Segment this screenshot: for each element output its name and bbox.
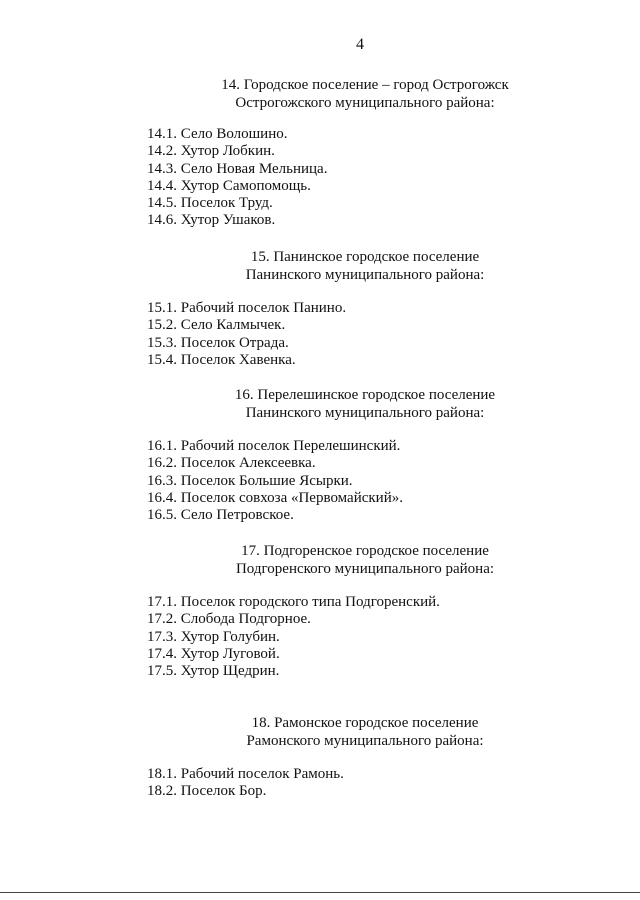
list-item: 17.5. Хутор Щедрин. [147, 663, 280, 680]
settlement-list [147, 300, 346, 369]
list-item: 14.3. Село Новая Мельница. [147, 160, 328, 177]
section-heading-line: Острогожского муниципального района: [235, 95, 495, 111]
list-item: 15.2. Село Калмычек. [147, 317, 286, 334]
settlement-list [147, 594, 440, 680]
section-heading [0, 248, 640, 284]
list-item: 17.3. Хутор Голубин. [147, 628, 280, 645]
list-item: 16.4. Поселок совхоза «Первомайский». [147, 489, 403, 506]
list-item: 14.2. Хутор Лобкин. [147, 143, 275, 160]
list-item: 18.2. Поселок Бор. [147, 783, 267, 800]
list-item: 15.4. Поселок Хавенка. [147, 351, 296, 368]
list-item: 15.3. Поселок Отрада. [147, 334, 289, 351]
section-heading-line: Панинского муниципального района: [245, 405, 485, 421]
list-item: 14.4. Хутор Самопомощь. [147, 177, 311, 194]
scan-edge-line [0, 892, 640, 893]
section-heading-line: Панинского муниципального района: [245, 267, 485, 283]
section-15 [0, 248, 640, 284]
section-heading-line: Подгоренского муниципального района: [235, 561, 495, 577]
section-14 [0, 76, 640, 112]
settlement-list [147, 766, 344, 801]
settlement-list [147, 126, 327, 230]
section-heading-line: 15. Панинское городское поселение [250, 249, 480, 265]
section-heading [0, 714, 640, 750]
section-heading [0, 76, 640, 112]
list-item: 14.5. Поселок Труд. [147, 195, 273, 212]
section-heading-line: 18. Рамонское городское поселение [251, 715, 479, 731]
list-item: 18.1. Рабочий поселок Рамонь. [147, 766, 344, 782]
list-item: 17.2. Слобода Подгорное. [147, 611, 311, 628]
section-heading-line: 17. Подгоренское городское поселение [241, 543, 489, 559]
list-item: 17.4. Хутор Луговой. [147, 645, 280, 662]
list-item: 14.1. Село Волошино. [147, 126, 288, 142]
page-number: 4 [356, 36, 364, 53]
section-heading-line: Рамонского муниципального района: [246, 733, 484, 749]
section-16 [0, 386, 640, 422]
section-heading [0, 542, 640, 578]
section-heading-line: 16. Перелешинское городское поселение [234, 387, 496, 403]
list-item: 16.5. Село Петровское. [147, 507, 294, 524]
list-item: 17.1. Поселок городского типа Подгоренский. [147, 594, 440, 610]
section-17 [0, 542, 640, 578]
list-item: 16.2. Поселок Алексеевка. [147, 455, 316, 472]
list-item: 15.1. Рабочий поселок Панино. [147, 300, 347, 316]
section-18 [0, 714, 640, 750]
settlement-list [147, 438, 403, 524]
section-heading-line: 14. Городское поселение – город Острогожск [221, 77, 509, 93]
list-item: 16.3. Поселок Большие Ясырки. [147, 472, 353, 489]
section-heading [0, 386, 640, 422]
list-item: 14.6. Хутор Ушаков. [147, 212, 276, 229]
list-item: 16.1. Рабочий поселок Перелешинский. [147, 438, 401, 454]
